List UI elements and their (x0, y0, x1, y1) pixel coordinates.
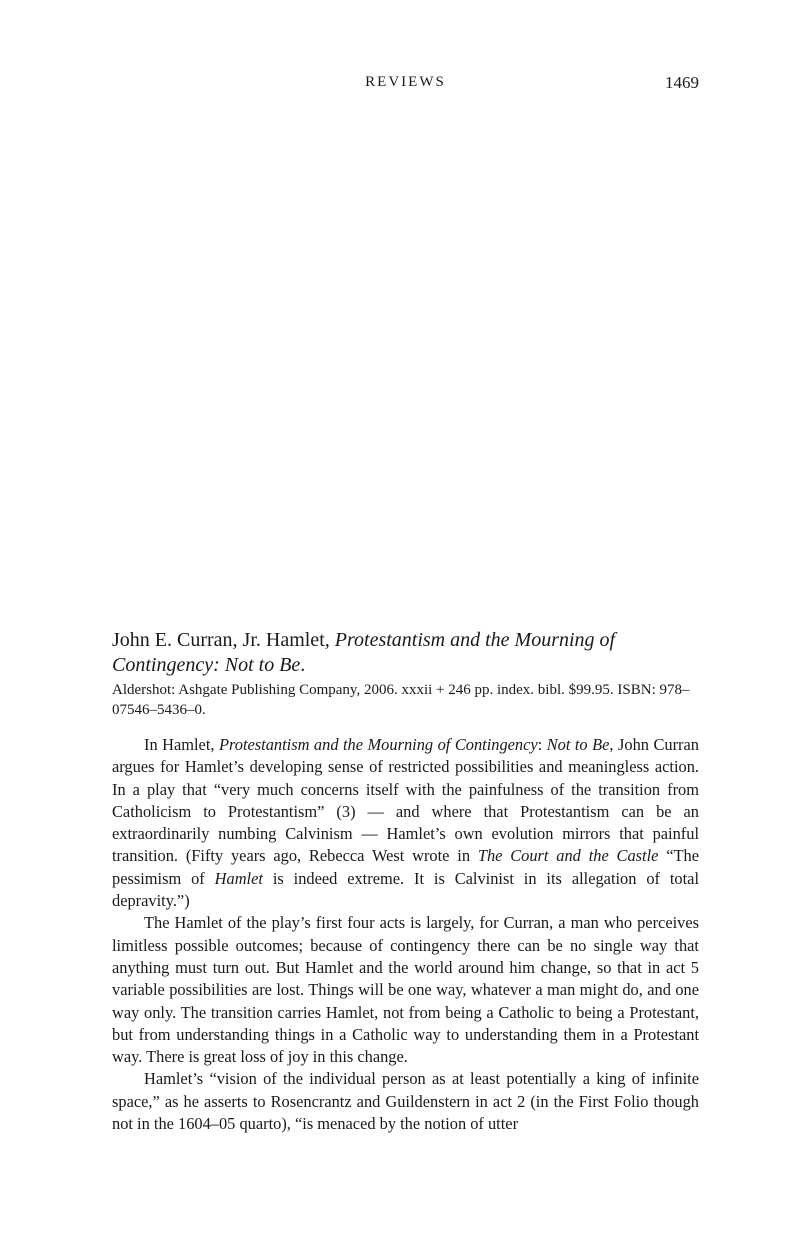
review-title-period: . (300, 654, 306, 676)
paragraph-1-italic-title: Protestantism and the Mourning of Contingency (218, 735, 538, 754)
page-number: 1469 (665, 73, 699, 92)
review-body (112, 734, 699, 1135)
running-head (112, 74, 699, 94)
review-title-book: Protestantism and the Mourning of Contingency: Not to Be (112, 629, 616, 676)
paragraph-1-seg: In Hamlet, (144, 735, 219, 754)
paragraph-1-italic-subtitle: Not to Be (546, 735, 610, 754)
paragraph-1-seg: : (537, 735, 547, 754)
review-title-author: John E. Curran, Jr. Hamlet (112, 629, 325, 651)
publication-info: Aldershot: Ashgate Publishing Company, 2006. xxxii + 246 pp. index. bibl. $99.95. ISBN: 978–07546–5436–0. (112, 682, 690, 718)
review-section (112, 628, 699, 1135)
paragraph-1 (112, 734, 699, 912)
review-title-comma: , (324, 629, 335, 651)
review-title (112, 628, 699, 678)
paragraph-1-seg: is indeed extreme. It is Calvinist in its allegation of total depravity.”) (112, 868, 700, 911)
paragraph-3: Hamlet’s “vision of the individual person as at least potentially a king of infinite space,” as he asserts to Rosencrantz and Guildenstern in act 2 (in the First Folio though not in the 1604–05 quarto), “is menaced by the notion of utter (112, 1069, 699, 1134)
paragraph-1-italic-west-title: The Court and the Castle (477, 846, 659, 866)
paragraph-1-seg: , John Curran argues for Hamlet’s developing sense of restricted possibilities and meaningless action. In a play that “very much concerns itself with the painfulness of the transition from Catholicism to Protestantism” (3) — and where that Protestantism can be an extraordinarily numbing Calvinism — Hamlet’s own evolution mirrors that painful transition. (Fifty years ago, Rebecca West wrote in (112, 735, 699, 866)
paragraph-2: The Hamlet of the play’s first four acts is largely, for Curran, a man who perceives limitless possible outcomes; because of contingency there can be no single way that anything must turn out. But Hamlet and the world around him change, so that in act 5 variable possibilities are lost. Things will be one way, whatever a man might do, and one way only. The transition carries Hamlet, not from being a Catholic to being a Protestant, but from understanding things in a Catholic way to understanding them in a Protestant way. There is great loss of joy in this change. (112, 913, 699, 1067)
paragraph-1-seg: “The pessimism of (112, 846, 699, 888)
running-title: REVIEWS (365, 74, 446, 90)
paragraph-1-italic-hamlet: Hamlet (214, 868, 263, 888)
